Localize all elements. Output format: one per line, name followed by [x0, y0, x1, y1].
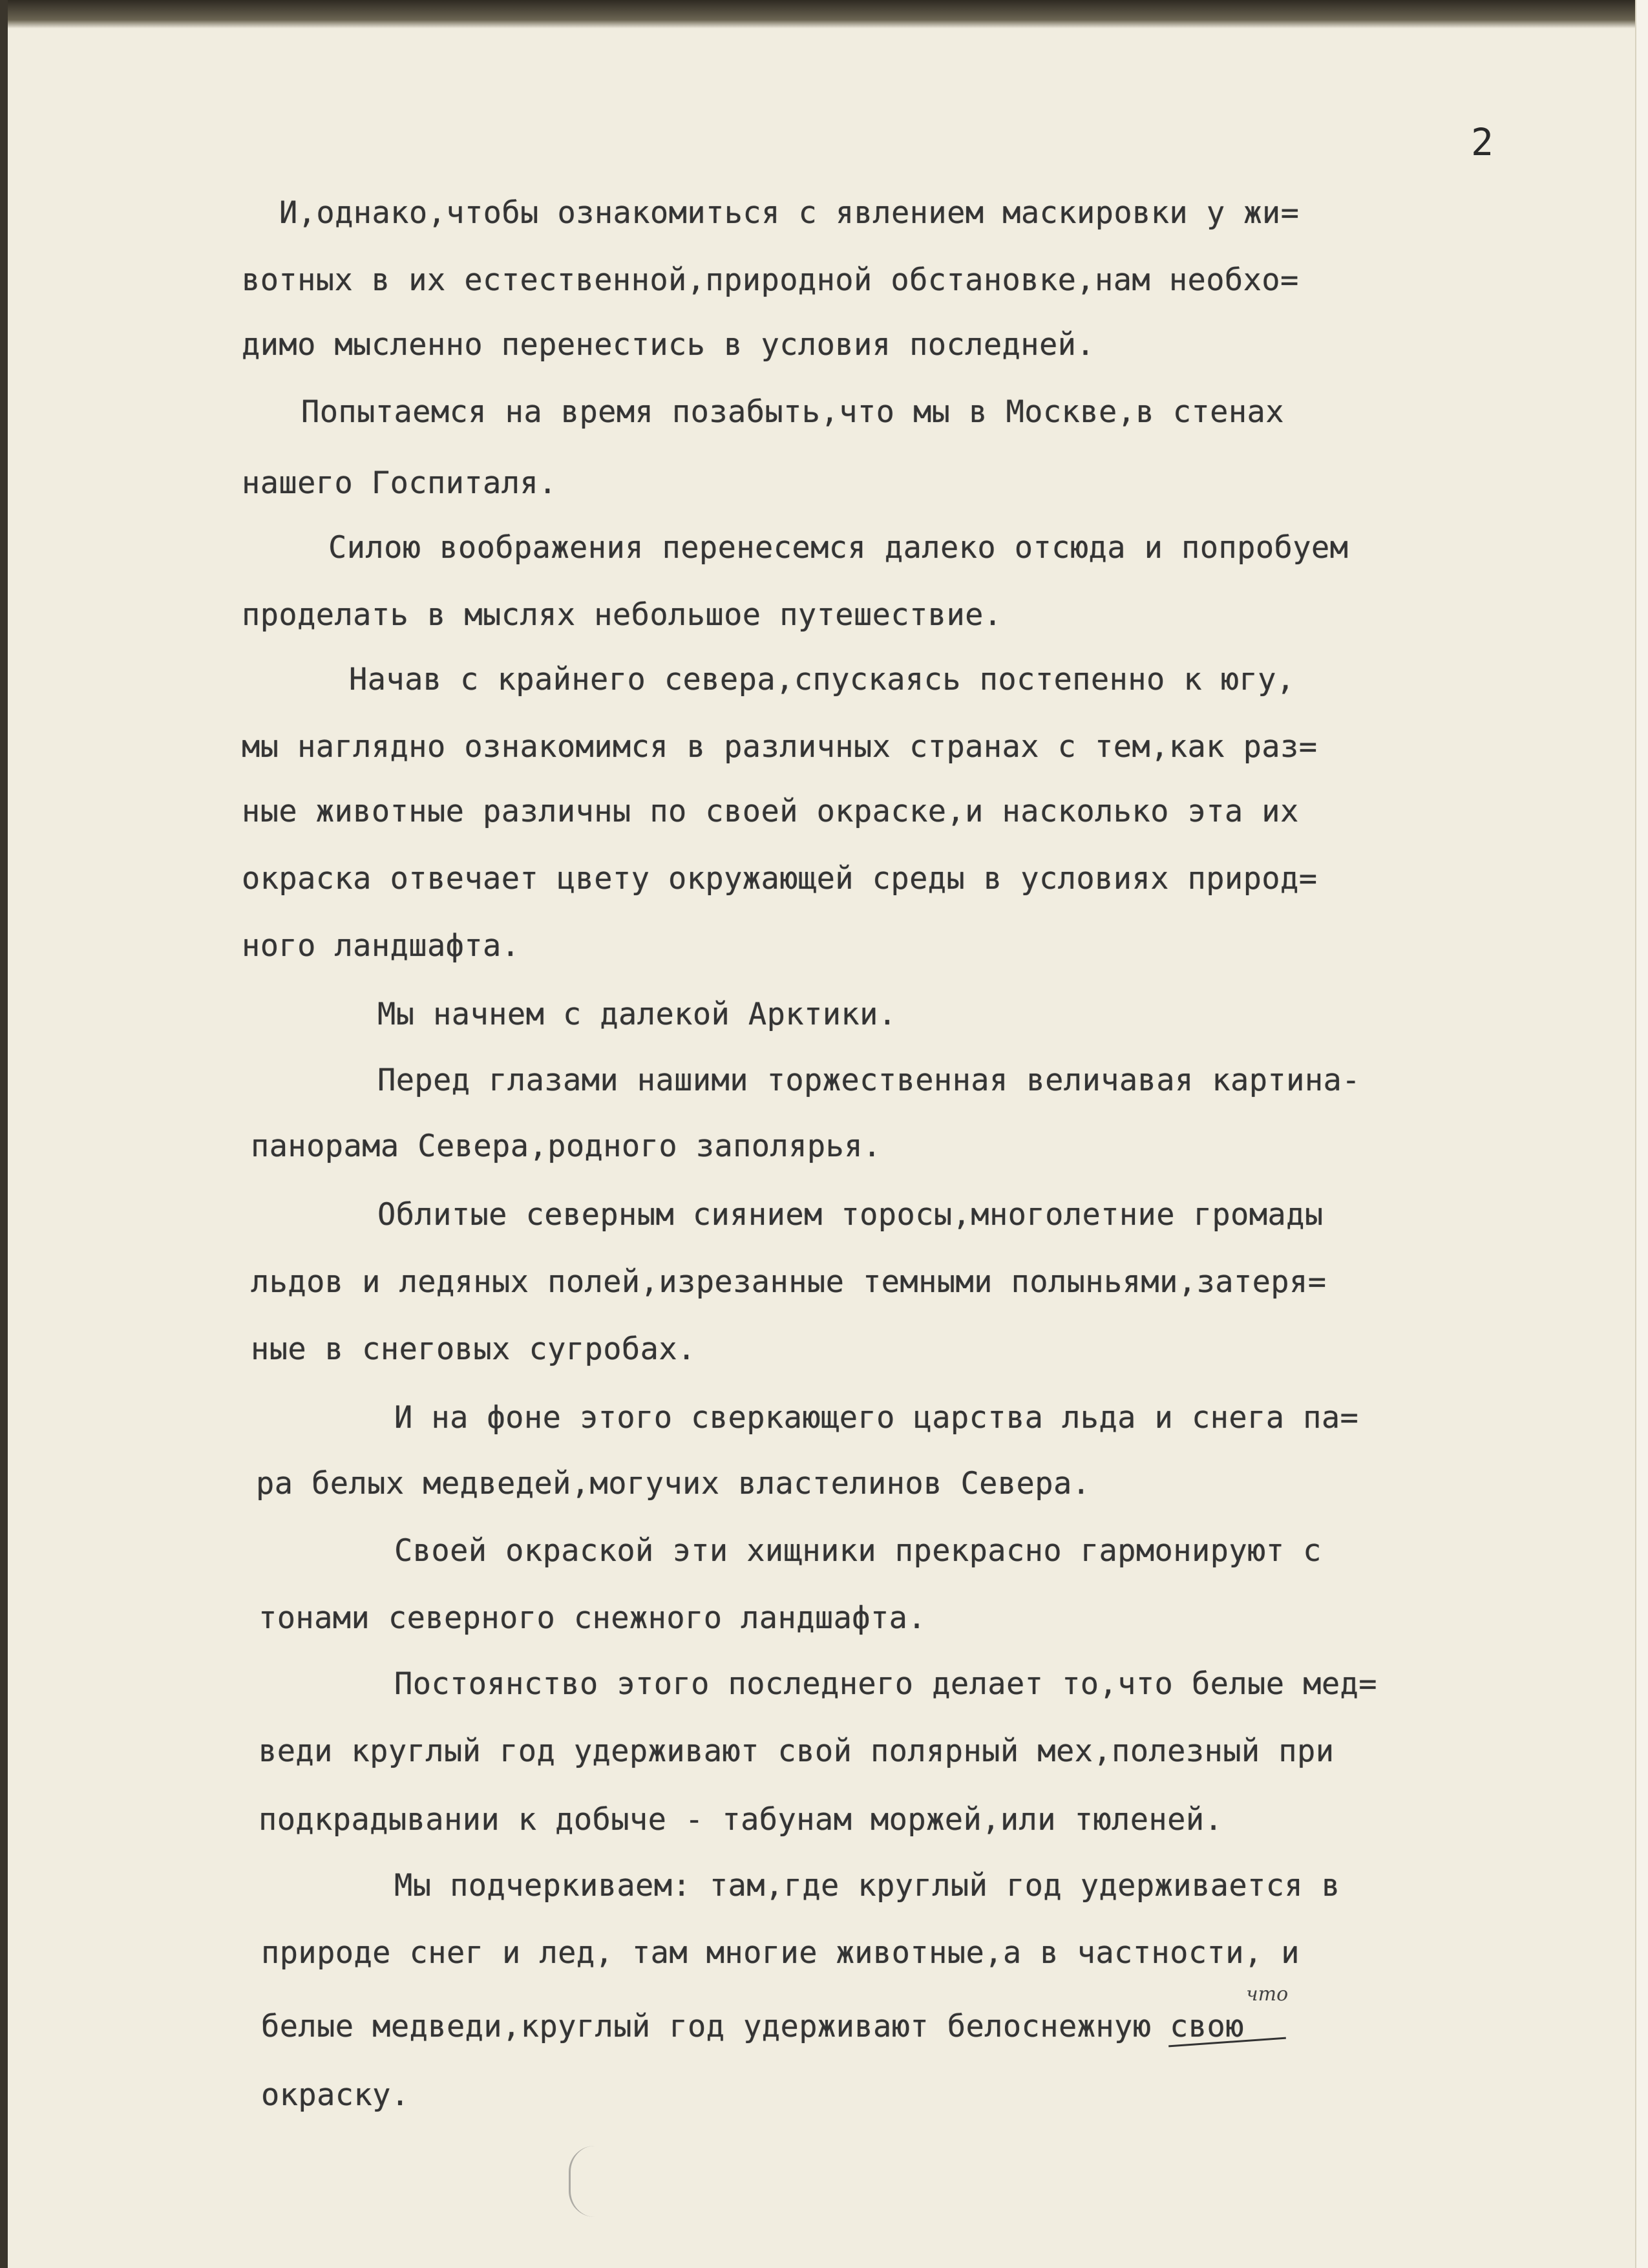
text-line-23: Постоянство этого последнего делает то,что белые мед= — [394, 1666, 1377, 1702]
scan-edge-left — [0, 0, 8, 2268]
text-line-29: окраску. — [261, 2077, 410, 2113]
text-line-9: мы наглядно ознакомимся в различных странах с тем,как раз= — [242, 729, 1318, 765]
handwritten-annotation: что — [1246, 1983, 1289, 2006]
text-line-5: нашего Госпиталя. — [242, 465, 557, 501]
page-number: 2 — [1471, 120, 1494, 164]
scan-edge-top — [0, 0, 1648, 28]
text-line-25: подкрадывании к добыче - табунам моржей,или тюленей. — [259, 1802, 1223, 1838]
text-line-3: димо мысленно перенестись в условия последней. — [242, 327, 1095, 363]
text-line-10: ные животные различны по своей окраске,и насколько эта их — [242, 794, 1299, 829]
text-line-15: панорама Севера,родного заполярья. — [251, 1129, 882, 1164]
text-line-16: Облитые северным сиянием торосы,многолетние громады — [377, 1197, 1324, 1233]
text-line-11: окраска отвечает цвету окружающей среды в условиях природ= — [242, 861, 1318, 896]
text-line-2: вотных в их естественной,природной обстановке,нам необхо= — [242, 262, 1299, 298]
text-line-26: Мы подчеркиваем: там,где круглый год удерживается в — [394, 1868, 1340, 1903]
page-right-margin — [1635, 0, 1648, 2268]
text-line-12: ного ландшафта. — [242, 928, 520, 964]
pencil-mark — [569, 2146, 597, 2217]
text-line-4: Попытаемся на время позабыть,что мы в Москве,в стенах — [301, 394, 1284, 430]
text-line-14: Перед глазами нашими торжественная величавая картина- — [377, 1063, 1360, 1098]
text-line-1: И,однако,чтобы ознакомиться с явлением маскировки у жи= — [279, 195, 1300, 231]
text-line-8: Начав с крайнего севера,спускаясь постепенно к югу, — [349, 662, 1295, 697]
text-line-19: И на фоне этого сверкающего царства льда и снега па= — [394, 1400, 1359, 1436]
text-line-18: ные в снеговых сугробах. — [251, 1331, 696, 1367]
text-line-6: Силою воображения перенесемся далеко отсюда и попробуем — [328, 530, 1349, 566]
text-line-24: веди круглый год удерживают свой полярный мех,полезный при — [259, 1733, 1335, 1769]
text-line-7: проделать в мыслях небольшое путешествие. — [242, 597, 1002, 633]
text-line-28: белые медведи,круглый год удерживают белоснежную свою — [261, 2009, 1244, 2044]
text-line-20: ра белых медведей,могучих властелинов Севера. — [256, 1466, 1091, 1501]
text-line-21: Своей окраской эти хищники прекрасно гармонируют с — [394, 1533, 1322, 1569]
text-line-17: льдов и ледяных полей,изрезанные темными полыньями,затеря= — [251, 1264, 1327, 1300]
text-line-22: тонами северного снежного ландшафта. — [259, 1600, 927, 1636]
text-line-27: природе снег и лед, там многие животные,а в частности, и — [261, 1935, 1300, 1971]
text-line-13: Мы начнем с далекой Арктики. — [377, 997, 897, 1032]
